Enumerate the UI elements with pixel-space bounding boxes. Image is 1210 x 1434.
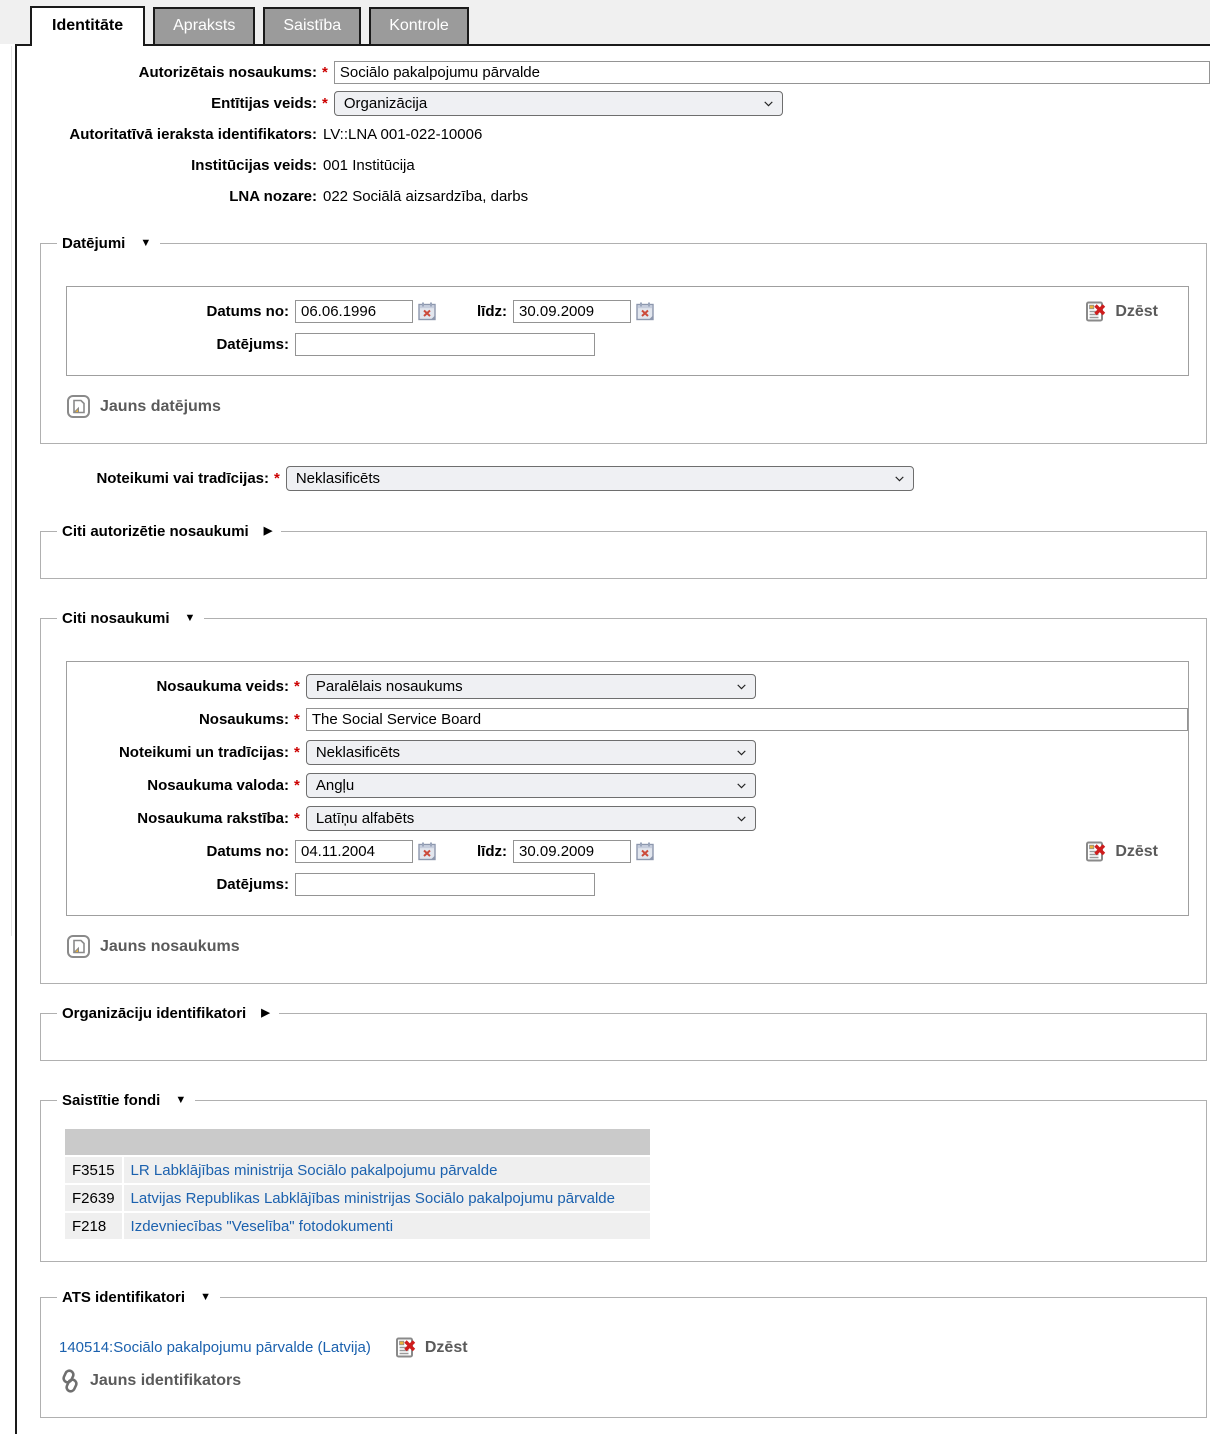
name-rules-label: Noteikumi un tradīcijas: xyxy=(118,744,289,761)
ats-identifiers-legend-label: ATS identifikatori xyxy=(62,1289,186,1306)
authority-record-id-value: LV::LNA 001-022-10006 xyxy=(323,126,483,143)
authorized-name-input[interactable] xyxy=(334,61,1210,84)
name-type-row xyxy=(67,672,1188,701)
name-date-to-label: līdz: xyxy=(477,843,507,860)
name-language-row xyxy=(67,771,1188,800)
name-type-label: Nosaukuma veids: xyxy=(156,678,289,695)
name-dating-input[interactable] xyxy=(295,873,595,896)
ats-identifiers-collapse-toggle[interactable]: ▼ xyxy=(200,1291,211,1303)
authorized-name-row xyxy=(17,59,1210,86)
dating-text-row xyxy=(67,330,1188,359)
related-fonds-collapse-toggle[interactable]: ▼ xyxy=(175,1094,187,1106)
required-marker: * xyxy=(294,678,300,695)
rules-or-conventions-label: Noteikumi vai tradīcijas: xyxy=(96,470,269,487)
rules-or-conventions-select[interactable] xyxy=(286,466,914,491)
calendar-icon[interactable] xyxy=(635,301,657,323)
delete-other-name-button[interactable] xyxy=(1085,840,1158,863)
rules-or-conventions-row xyxy=(17,465,1210,492)
delete-icon xyxy=(395,1336,418,1359)
related-fonds-section xyxy=(40,1092,1207,1262)
org-identifiers-legend xyxy=(57,1005,279,1022)
delete-icon xyxy=(1085,840,1108,863)
ats-identifier-link[interactable]: 140514:Sociālo pakalpojumu pārvalde (Latvija) xyxy=(59,1339,371,1356)
required-marker: * xyxy=(322,64,328,81)
ats-identifier-row xyxy=(59,1336,1198,1359)
fond-link[interactable]: Izdevniecības "Veselība" fotodokumenti xyxy=(130,1217,394,1235)
name-rules-row xyxy=(67,738,1188,767)
name-dates-row xyxy=(67,837,1188,866)
new-dating-label: Jauns datējums xyxy=(100,397,221,415)
required-marker: * xyxy=(322,95,328,112)
institution-type-value: 001 Institūcija xyxy=(323,157,415,174)
chevron-down-icon xyxy=(893,472,906,485)
fond-row xyxy=(65,1156,650,1184)
delete-dating-label: Dzēst xyxy=(1115,302,1158,320)
name-type-selected-value: Paralēlais nosaukums xyxy=(315,678,463,695)
tab-saistiba[interactable]: Saistība xyxy=(263,7,361,44)
name-input[interactable] xyxy=(306,708,1188,731)
datings-collapse-toggle[interactable]: ▼ xyxy=(140,237,152,249)
datings-legend xyxy=(57,235,160,252)
related-fonds-table xyxy=(65,1129,650,1241)
identity-panel xyxy=(15,44,1210,1434)
delete-ats-identifier-label: Dzēst xyxy=(424,1338,468,1356)
date-from-label: Datums no: xyxy=(206,303,289,320)
tab-kontrole[interactable]: Kontrole xyxy=(369,7,469,44)
fond-code: F218 xyxy=(65,1212,123,1240)
lna-sector-value: 022 Sociālā aizsardzība, darbs xyxy=(323,188,529,205)
delete-icon xyxy=(1085,300,1108,323)
calendar-icon[interactable] xyxy=(417,841,439,863)
other-authorized-names-section xyxy=(40,523,1207,579)
name-date-from-label: Datums no: xyxy=(206,843,289,860)
org-identifiers-legend-label: Organizāciju identifikatori xyxy=(62,1005,247,1022)
fond-link[interactable]: Latvijas Republikas Labklājības ministrijas Sociālo pakalpojumu pārvalde xyxy=(130,1189,615,1207)
other-authorized-names-legend xyxy=(57,523,281,540)
date-from-input[interactable] xyxy=(295,300,413,323)
dating-label: Datējums: xyxy=(216,336,289,353)
name-rules-select[interactable] xyxy=(306,740,756,765)
new-name-label: Jauns nosaukums xyxy=(100,937,240,955)
dating-dates-row xyxy=(67,297,1188,326)
new-document-icon xyxy=(66,934,91,959)
authority-record-id-label: Autoritatīvā ieraksta identifikators: xyxy=(69,126,317,143)
required-marker: * xyxy=(294,744,300,761)
org-identifiers-section xyxy=(40,1005,1207,1061)
fond-link[interactable]: LR Labklājības ministrija Sociālo pakalpojumu pārvalde xyxy=(130,1161,498,1179)
ats-identifiers-legend xyxy=(57,1289,220,1306)
other-names-legend-label: Citi nosaukumi xyxy=(62,610,170,627)
fond-row xyxy=(65,1212,650,1240)
tab-identitate[interactable]: Identitāte xyxy=(30,6,145,46)
other-authorized-names-legend-label: Citi autorizētie nosaukumi xyxy=(62,523,249,540)
name-row xyxy=(67,705,1188,734)
chevron-down-icon xyxy=(735,779,748,792)
rules-or-conventions-selected-value: Neklasificēts xyxy=(295,470,381,487)
new-dating-button[interactable] xyxy=(66,394,1198,419)
name-dating-row xyxy=(67,870,1188,899)
fond-code: F2639 xyxy=(65,1184,123,1212)
tab-apraksts[interactable]: Apraksts xyxy=(153,7,255,44)
other-names-section xyxy=(40,610,1207,984)
authority-record-id-row xyxy=(17,121,1210,148)
required-marker: * xyxy=(294,810,300,827)
name-date-from-input[interactable] xyxy=(295,840,413,863)
delete-dating-button[interactable] xyxy=(1085,300,1158,323)
fond-code: F3515 xyxy=(65,1156,123,1184)
org-identifiers-collapse-toggle[interactable]: ▶ xyxy=(261,1007,270,1019)
chevron-down-icon xyxy=(735,680,748,693)
name-language-select[interactable] xyxy=(306,773,756,798)
name-date-to-input[interactable] xyxy=(513,840,631,863)
new-name-button[interactable] xyxy=(66,934,1198,959)
name-script-row xyxy=(67,804,1188,833)
name-language-label: Nosaukuma valoda: xyxy=(147,777,289,794)
other-names-collapse-toggle[interactable]: ▼ xyxy=(184,612,196,624)
datings-legend-label: Datējumi xyxy=(62,235,126,252)
ats-identifiers-section xyxy=(40,1289,1207,1418)
other-names-legend xyxy=(57,610,204,627)
dating-entry-box xyxy=(66,286,1189,376)
required-marker: * xyxy=(294,777,300,794)
name-script-selected-value: Latīņu alfabēts xyxy=(315,810,415,827)
tab-bar xyxy=(0,0,1210,44)
required-marker: * xyxy=(274,470,280,487)
date-to-label: līdz: xyxy=(477,303,507,320)
dating-input[interactable] xyxy=(295,333,595,356)
new-ats-identifier-button[interactable] xyxy=(59,1369,1198,1393)
institution-type-row xyxy=(17,152,1210,179)
entity-type-row xyxy=(17,90,1210,117)
other-name-entry-box xyxy=(66,661,1189,916)
fond-row xyxy=(65,1184,650,1212)
related-fonds-legend-label: Saistītie fondi xyxy=(62,1092,161,1109)
name-label: Nosaukums: xyxy=(198,711,289,728)
link-icon xyxy=(59,1369,81,1393)
lna-sector-label: LNA nozare: xyxy=(229,188,317,205)
institution-type-label: Institūcijas veids: xyxy=(191,157,317,174)
lna-sector-row xyxy=(17,183,1210,210)
date-to-input[interactable] xyxy=(513,300,631,323)
name-rules-selected-value: Neklasificēts xyxy=(315,744,401,761)
entity-type-select[interactable] xyxy=(334,91,783,116)
name-script-label: Nosaukuma rakstība: xyxy=(137,810,289,827)
authorized-name-label: Autorizētais nosaukums: xyxy=(138,64,317,81)
name-script-select[interactable] xyxy=(306,806,756,831)
delete-ats-identifier-button[interactable] xyxy=(395,1336,468,1359)
chevron-down-icon xyxy=(762,97,775,110)
table-header-row xyxy=(65,1129,650,1156)
calendar-icon[interactable] xyxy=(635,841,657,863)
datings-section xyxy=(40,235,1207,444)
new-document-icon xyxy=(66,394,91,419)
required-marker: * xyxy=(294,711,300,728)
related-fonds-legend xyxy=(57,1092,195,1109)
panel-edge-line xyxy=(11,46,12,936)
name-type-select[interactable] xyxy=(306,674,756,699)
name-language-selected-value: Angļu xyxy=(315,777,355,794)
chevron-down-icon xyxy=(735,812,748,825)
chevron-down-icon xyxy=(735,746,748,759)
name-dating-label: Datējums: xyxy=(216,876,289,893)
calendar-icon[interactable] xyxy=(417,301,439,323)
delete-other-name-label: Dzēst xyxy=(1115,842,1158,860)
entity-type-selected-value: Organizācija xyxy=(343,95,428,112)
entity-type-label: Entītijas veids: xyxy=(211,95,317,112)
new-ats-identifier-label: Jauns identifikators xyxy=(90,1372,242,1389)
other-authorized-names-collapse-toggle[interactable]: ▶ xyxy=(263,525,273,537)
